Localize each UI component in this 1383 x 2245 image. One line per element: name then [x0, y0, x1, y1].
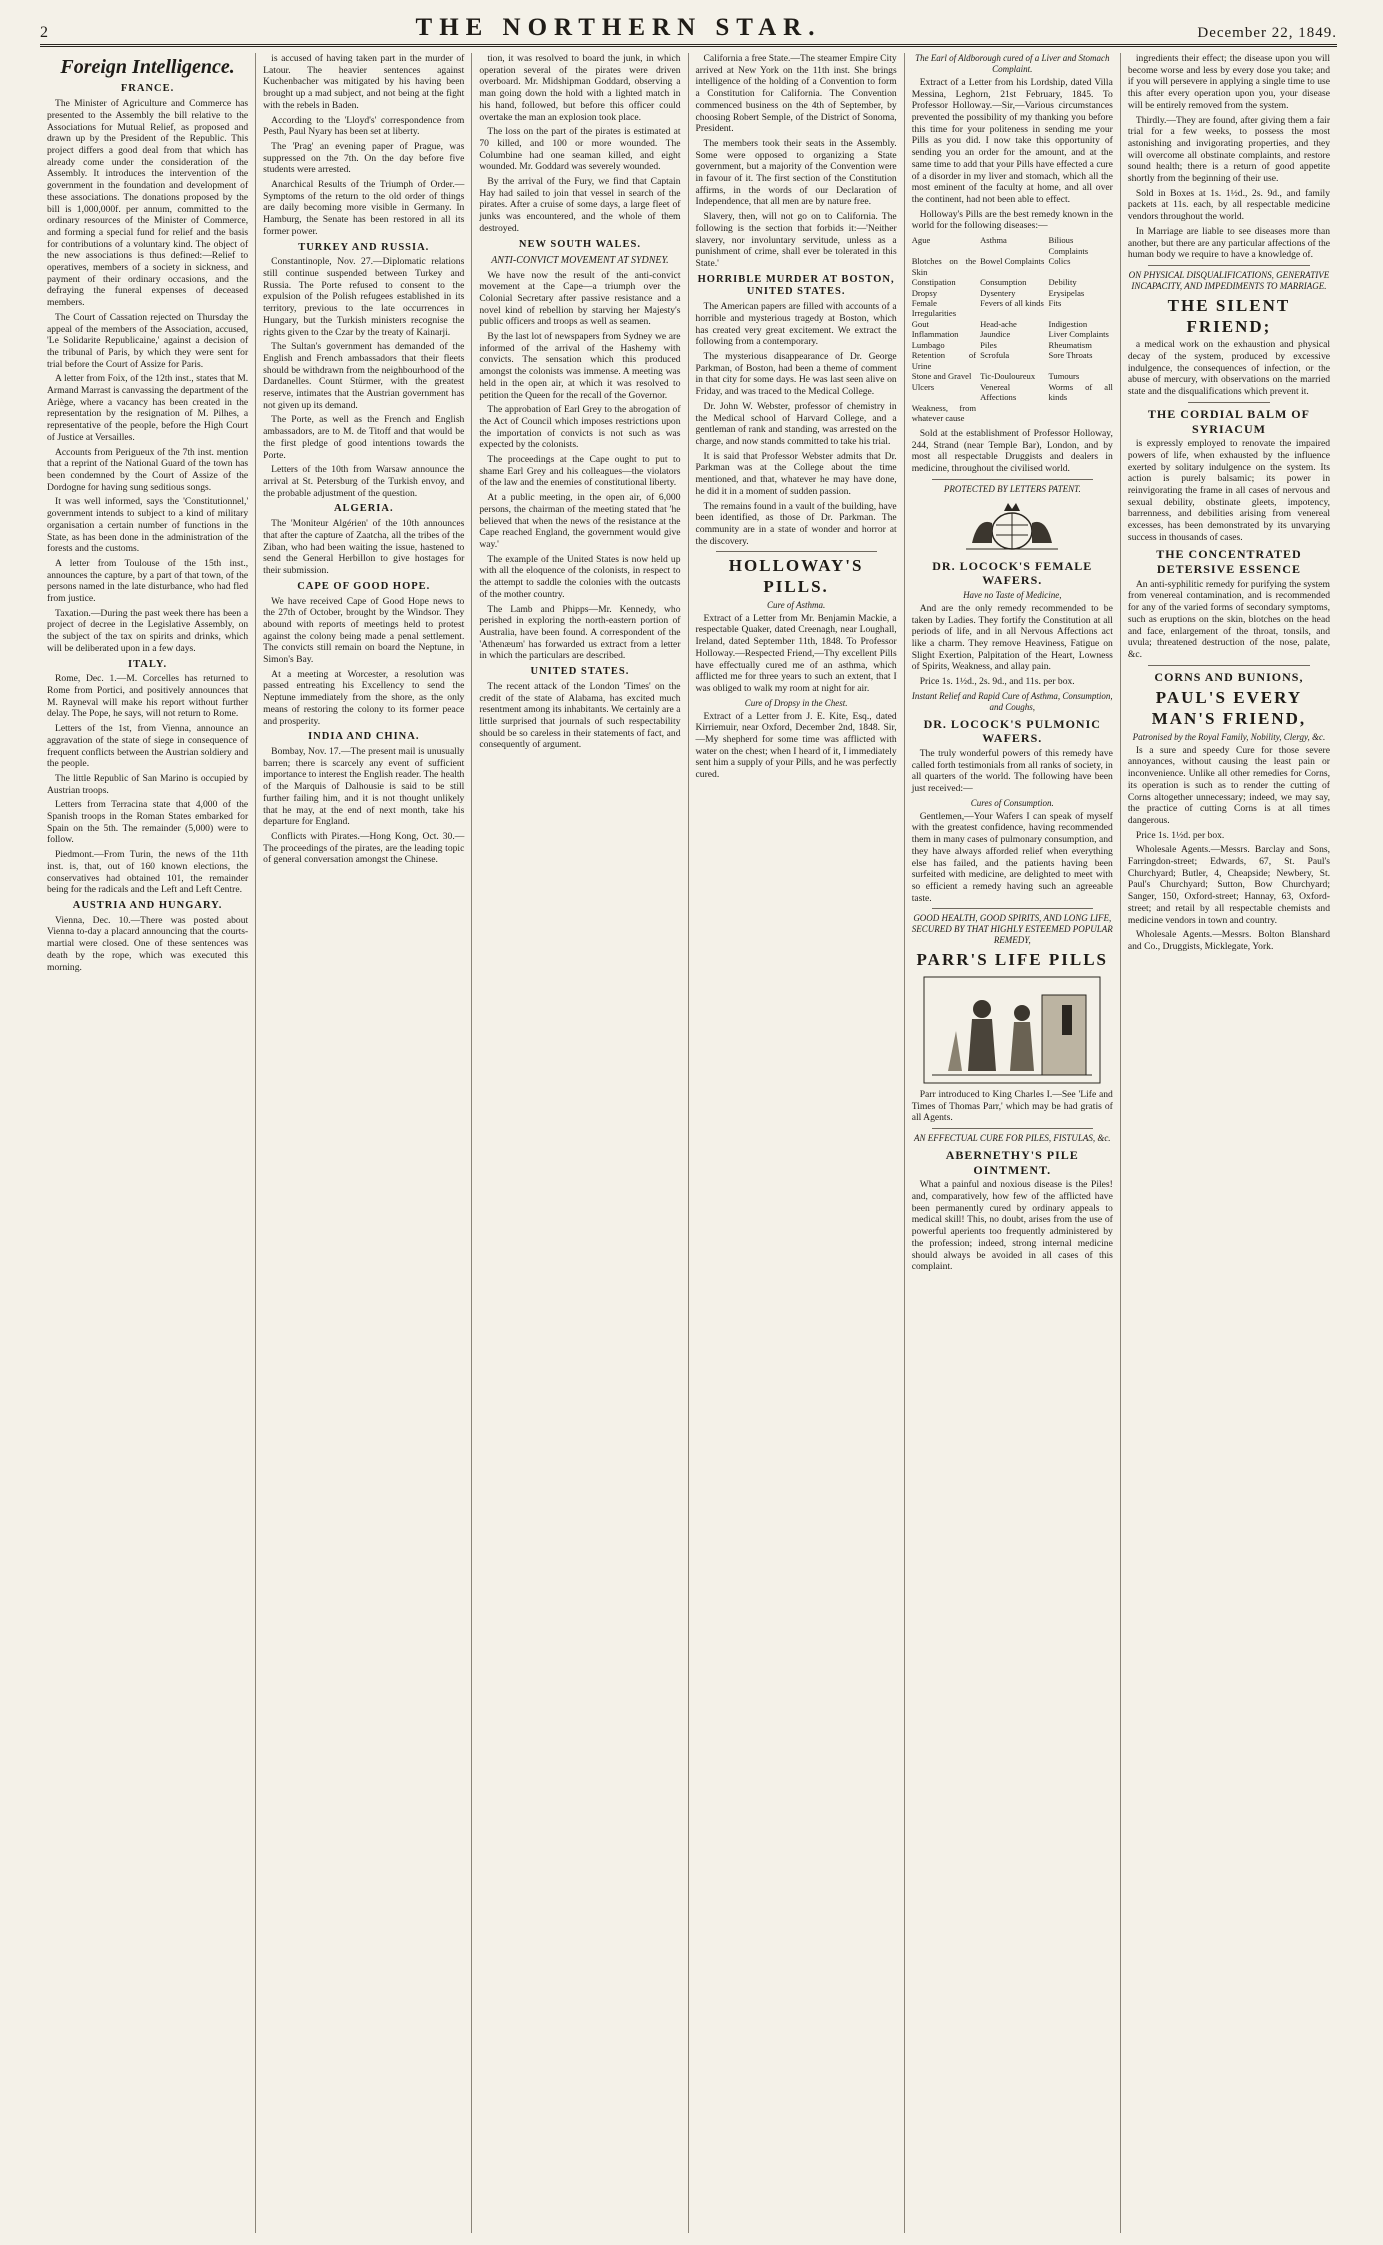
- heading-austria: AUSTRIA AND HUNGARY.: [72, 899, 223, 911]
- divider: [932, 479, 1093, 480]
- article-paragraph: A letter from Foix, of the 12th inst., states that M. Armand Marrast is canvassing the department of the Ariège, where a vacancy has been created in the representation by the resignation of M. Pilhes, a representative of the people, before the High Court of Justice at Versailles.: [47, 373, 249, 443]
- advert-text: Sold at the establishment of Professor Holloway, 244, Strand (near Temple Bar), London, and by most all respectable Druggists and dealers in medicine, throughout the civilised world.: [911, 427, 1113, 474]
- advert-text: The truly wonderful powers of this remedy have called forth testimonials from all ranks of society, in all quarters of the world. The following have been just received:—: [911, 747, 1113, 795]
- disease-list-item: Asthma: [980, 235, 1007, 246]
- article-paragraph: The loss on the part of the pirates is estimated at 70 killed, and 100 or more wounded. The Columbine had one seaman killed, and eight wounded. Mr. Goddard was severely wounded.: [479, 126, 681, 173]
- article-paragraph: California a free State.—The steamer Empire City arrived at New York on the 11th inst. She brings intelligence of the holding of a Convention to form a Constitution for California. The Convention commenced business on the 4th of September, by choosing Robert Semple, of the District of Sonoma, President.: [695, 53, 897, 135]
- royal-arms-illustration: [952, 499, 1072, 555]
- disease-list-item: Retention of Urine: [911, 350, 977, 371]
- disease-list-item: Female Irregularities: [911, 297, 957, 319]
- advert-footer: Wholesale Agents.—Messrs. Bolton Blanshard and Co., Druggists, Micklegate, York.: [1127, 929, 1331, 952]
- disease-list-item: Indigestion: [1048, 318, 1088, 329]
- disease-list-item: Stone and Gravel: [911, 371, 972, 382]
- disease-list-item: Fits: [1048, 297, 1062, 308]
- article-paragraph: By the arrival of the Fury, we find that Captain Hay had sailed to join that vessel in search of the pirates. After a cruise of some days, a large fleet of junks was encountered, and the whole of them destroyed.: [479, 176, 681, 234]
- advert-locock-title: DR. LOCOCK'S FEMALE WAFERS.: [932, 558, 1093, 588]
- article-paragraph: At a meeting at Worcester, a resolution was passed entreating his Excellency to send the Neptune immediately from the shore, as the only means of restoring the colony to its former peace and prosperity.: [263, 668, 465, 727]
- article-paragraph: The example of the United States is now held up with all the eloquence of the colonists, in respect to the attempt to saddle the colonies with the outcasts of the mother country.: [479, 553, 681, 600]
- article-paragraph: Accounts from Perigueux of the 7th inst. mention that a reprint of the National Guard of the town has been condemned by the Court of Assize of the Dordogne for having sung seditious songs.: [47, 446, 249, 493]
- article-paragraph: Rome, Dec. 1.—M. Corcelles has returned to Rome from Portici, and positively announces that M. Rayneval will make his report without further delay. The Pope, he says, will not return to Rome.: [47, 673, 249, 720]
- advert-text: An anti-syphilitic remedy for purifying the system from venereal contamination, and is recommended for any of the varied forms of secondary symptoms, such as eruptions on the skin, blotches on the head and face, enlargement of the throat, tonsils, and uvula; threatened destruction of the nose, palate, &c.: [1127, 578, 1331, 660]
- disease-list-item: Bilious Complaints: [1048, 235, 1089, 256]
- column-5: [905, 53, 1121, 2233]
- disease-list-item: Constipation: [911, 277, 956, 288]
- article-paragraph: The Sultan's government has demanded of the English and French ambassadors that their fleets should be withdrawn from the neighbourhood of the Dardanelles. Count Stürmer, with the greatest reserve, intimates that the Austrian government has not given up its demand.: [263, 341, 465, 411]
- advert-text: Sold in Boxes at 1s. 1½d., 2s. 9d., and family packets at 11s. each, by all respectable medicine vendors throughout the world.: [1127, 187, 1331, 223]
- advert-cordial-balm-title: THE CORDIAL BALM OF SYRIACUM: [1147, 406, 1310, 436]
- article-paragraph: The recent attack of the London 'Times' on the credit of the state of Alabama, has excited much resentment among its inhabitants. We certainly are a little surprised that journals of such respectability should be so careless in their statements of fact, and consequently of argument.: [479, 680, 681, 751]
- heading-boston-murder: HORRIBLE MURDER AT BOSTON, UNITED STATES.: [697, 273, 895, 298]
- advert-subtitle: ON PHYSICAL DISQUALIFICATIONS, GENERATIVE INCAPACITY, AND IMPEDIMENTS TO MARRIAGE.: [1128, 269, 1330, 291]
- advert-price: Price 1s. 1½d. per box.: [1135, 829, 1225, 841]
- advert-corns-heading: CORNS AND BUNIONS,: [1154, 669, 1304, 684]
- column-3: [472, 53, 688, 2233]
- disease-list-item: Venereal Affections: [980, 381, 1017, 403]
- advert-subtitle: Cures of Consumption.: [970, 797, 1054, 808]
- advert-pulmonic-title: DR. LOCOCK'S PULMONIC WAFERS.: [923, 716, 1101, 746]
- advert-text: Gentlemen,—Your Wafers I can speak of myself with the greatest confidence, having recommended them in many cases of pulmonary consumption, and they have always afforded relief when everything else has failed, and the patients having been surfeited with medicine, are delighted to meet with so efficient a remedy having such an agreeable taste.: [911, 810, 1113, 904]
- divider: [1148, 265, 1310, 266]
- advert-text: And are the only remedy recommended to be taken by Ladies. They fortify the Constitution at all periods of life, and in all Nervous Affections act like a charm. They remove Heaviness, Fatigue on Slight Exertion, Palpitation of the Heart, Lowness of Spirits, Weakness, and allay pain.: [911, 602, 1113, 673]
- column-4: [689, 53, 905, 2233]
- advert-text: In Marriage are liable to see diseases more than another, but there are any particular affections of the human body we require to have a knowledge of.: [1127, 225, 1331, 261]
- article-paragraph: At a public meeting, in the open air, of 6,000 persons, the chairman of the meeting stated that 'he believed that when the news of the resistance at the Cape reached England, the government would give way.': [479, 492, 681, 550]
- advert-text: ingredients their effect; the disease upon you will become worse and less by every dose you take; and if you will persevere in applying a single time to use this after every operation upon you, your disease will be entirely removed from the system.: [1127, 53, 1331, 111]
- heading-france: FRANCE.: [120, 83, 175, 95]
- article-paragraph: Vienna, Dec. 10.—There was posted about Vienna to-day a placard announcing that the courts-martial were closed. One of these sentences was death by the rope, which was executed this morning.: [47, 914, 249, 973]
- advert-holloway-title: HOLLOWAY'S PILLS.: [728, 556, 864, 597]
- advert-subtitle: Instant Relief and Rapid Cure of Asthma, Consumption, and Coughs,: [911, 690, 1113, 712]
- issue-date: December 22, 1849.: [1197, 25, 1337, 41]
- article-paragraph: Letters of the 1st, from Vienna, announce an aggravation of the state of siege in consequence of frequent conflicts between the Austrian soldiery and the people.: [47, 723, 249, 770]
- advert-price: Price 1s. 1½d., 2s. 9d., and 11s. per box.: [919, 676, 1075, 688]
- heading-italy: ITALY.: [127, 658, 168, 670]
- page-number: 2: [40, 24, 48, 41]
- article-paragraph: A letter from Toulouse of the 15th inst., announces the capture, by a part of that town, of the persons named in the late disturbance, who had fled from justice.: [47, 557, 249, 605]
- column-6: [1121, 53, 1337, 2233]
- disease-list-item: Gout: [911, 318, 929, 329]
- advert-text: Extract of a Letter from Mr. Benjamin Mackie, a respectable Quaker, dated Creenagh, near Loughall, Ireland, dated September 11th, 1848. To Professor Holloway.—Respected Friend,—Thy excellent Pills have effectually cured me of an asthma, which afflicted me for three years to such an extent, that I was obliged to walk my room at night for air.: [695, 612, 897, 694]
- disease-list-item: Erysipelas: [1048, 287, 1085, 298]
- advert-subtitle: AN EFFECTUAL CURE FOR PILES, FISTULAS, &c.: [913, 1133, 1111, 1144]
- disease-list-item: Scrofula: [980, 350, 1010, 361]
- advert-text: Extract of a Letter from his Lordship, dated Villa Messina, Leghorn, 21st February, 1845. To Professor Holloway.—Sir,—Various circumstances prevented the possibility of my thanking you before this time for your politeness in sending me your Pills as you did. I now take this opportunity of sending you an order for the amount, and at the same time to add that your Pills have effected a cure of a disorder in my liver and stomach, which all the most eminent of the faculty at home, and all over the continent, had not been able to effect.: [911, 76, 1113, 205]
- article-paragraph: Bombay, Nov. 17.—The present mail is unusually barren; there is scarcely any event of sufficient importance to interest the English reader. The health of the Marquis of Dalhousie is said to be still further failing him, and it is not thought unlikely that he may, at the end of next month, take his departure for England.: [263, 746, 465, 828]
- heading-new-south-wales: NEW SOUTH WALES.: [518, 238, 641, 250]
- article-paragraph: It is said that Professor Webster admits that Dr. Parkman was at the College about the time mentioned, and that, whatever he may have done, he did it in a moment of sudden passion.: [695, 450, 897, 497]
- disease-list-item: Rheumatism: [1048, 339, 1092, 350]
- disease-list-item: Tic-Douloureux: [980, 371, 1036, 382]
- advert-text: Is a sure and speedy Cure for those severe annoyances, without causing the least pain or inconvenience. Unlike all other remedies for Corns, its operation is such as to render the cutting of Corns altogether unnecessary; indeed, we may say, the practice of cutting Corns is at all times dangerous.: [1127, 744, 1331, 826]
- advert-text: Wholesale Agents.—Messrs. Barclay and Sons, Farringdon-street; Edwards, 67, St. Paul's Churchyard; Butler, 4, Cheapside; Newbery, St. Paul's Churchyard; Sutton, Bow Churchyard; Sanger, 150, Oxford-street; Hannay, 63, Oxford-street; and retail by all respectable chemists and medicine vendors in town and country.: [1127, 844, 1331, 926]
- article-paragraph: The proceedings at the Cape ought to put to shame Earl Grey and his colleagues—the violators of the law and the enemies of constitutional liberty.: [479, 454, 681, 489]
- disease-list: [912, 235, 1113, 424]
- article-paragraph: The Court of Cassation rejected on Thursday the appeal of the members of the Association, accused, 'Le Solidarite Republicaine,' against a decision of the tribunal of Paris, by which they were sent for trial before the Court of Assize for Paris.: [47, 311, 249, 370]
- article-paragraph: The Lamb and Phipps—Mr. Kennedy, who perished in exploring the north-eastern portion of Australia, have been found. A correspondent of the 'Athenæum' has forwarded us extract from a letter in which the particulars are described.: [479, 603, 681, 662]
- article-paragraph: The American papers are filled with accounts of a horrible and mysterious tragedy at Boston, which has created very great excitement. We extract the following from a contemporary.: [695, 301, 897, 348]
- advert-subtitle: The Earl of Aldborough cured of a Liver and Stomach Complaint.: [915, 53, 1110, 74]
- divider: [932, 1128, 1093, 1129]
- disease-list-item: Colics: [1048, 256, 1071, 267]
- article-paragraph: Dr. John W. Webster, professor of chemistry in the Medical school of Harvard College, and a gentleman of rank and standing, was arrested on the charge, and now stands committed to take his trial.: [695, 400, 897, 447]
- article-paragraph: Letters from Terracina state that 4,000 of the Spanish troops in the Roman States embarked for Spain on the 5th. The remainder (5,000) were to follow.: [47, 799, 249, 846]
- heading-turkey: TURKEY AND RUSSIA.: [298, 241, 430, 253]
- article-paragraph: By the last lot of newspapers from Sydney we are informed of the arrival of the Hashemy with convicts. The sensation which this produced amongst the colonists was immense. A meeting was held in the open air, at which it was resolved to petition the Queen for the recall of the Governor.: [479, 331, 681, 401]
- article-paragraph: The Porte, as well as the French and English ambassadors, are to M. de Titoff and that would be the first pledge of good intentions towards the Porte.: [263, 414, 465, 461]
- disease-list-item: Jaundice: [980, 329, 1011, 340]
- disease-list-item: Dysentery: [980, 287, 1016, 298]
- article-paragraph: is accused of having taken part in the murder of Latour. The heavier sentences against Kuchenbacher was mitigated by his having been brought up a mad subject, and not being at the fight with the rebels in Baden.: [263, 53, 465, 111]
- advert-text: Holloway's Pills are the best remedy known in the world for the following diseases:—: [911, 208, 1113, 232]
- disease-list-item: Fevers of all kinds: [980, 297, 1044, 308]
- disease-list-item: Blotches on the Skin: [911, 256, 977, 277]
- article-paragraph: The approbation of Earl Grey to the abrogation of the Act of Council which imposes restrictions upon the importation of convicts is not such as was expected by the colonists.: [479, 404, 681, 451]
- disease-list-item: Dropsy: [911, 287, 937, 298]
- article-paragraph: Conflicts with Pirates.—Hong Kong, Oct. 30.—The proceedings of the pirates, are the leading topic of general conversation amongst the Chinese.: [263, 830, 465, 866]
- advert-subtitle: Cure of Dropsy in the Chest.: [744, 697, 848, 708]
- article-paragraph: Constantinople, Nov. 27.—Diplomatic relations still continue suspended between Turkey and Russia. The Porte refused to consent to the expulsion of the Polish refugees established in its territory, previous to the late occurrences in Hungary, but the Turkish ministers recognise the rights given to the Czar by the treaty of Kainarji.: [263, 256, 465, 338]
- disease-list-item: Debility: [1048, 277, 1077, 288]
- disease-list-item: Ulcers: [911, 381, 935, 392]
- article-paragraph: The mysterious disappearance of Dr. George Parkman, of Boston, had been a theme of comment in that city for some days. He was last seen alive on Friday, and was traced to the Medical College.: [695, 351, 897, 398]
- disease-list-item: Liver Complaints: [1048, 329, 1109, 340]
- heading-united-states: UNITED STATES.: [530, 666, 630, 678]
- disease-list-item: Worms of all kinds: [1048, 381, 1113, 403]
- article-paragraph: Slavery, then, will not go on to California. The following is the section that forbids it:—'Neither slavery, nor involuntary servitude, unless as a punishment of crime, shall ever be tolerated in this State.': [695, 211, 897, 269]
- article-paragraph: The Minister of Agriculture and Commerce has presented to the Assembly the bill relative to the Associations for Mutual Relief, as proposed and drawn up by the President of the Republic. This project differs a good deal from that which has already come under the consideration of the Assembly. It introduces the intervention of the government in the foundation and development of these associations. The donations proposed by the bill is 1,000,000f. per annum, committed to the ordinary resources of the Minister of Commerce, and forming a special fund for relief and the basis for contributions of a voluntary kind. The object of the new associations is thus defined:—Relief to operatives, members of a society in sickness, and payment of their ordinary occasions, and the defraying the funeral expenses of deceased members.: [47, 98, 249, 309]
- article-paragraph: Taxation.—During the past week there has been a project of decree in the Legislative Assembly, on the subject of the tax on spirits and drinks, which will be deliberated upon in a few days.: [47, 607, 249, 654]
- disease-list-item: Inflammation: [911, 329, 959, 340]
- divider: [1188, 402, 1270, 403]
- article-paragraph: tion, it was resolved to board the junk, in which operation several of the pirates were driven overboard. Mr. Midshipman Goddard, observing a man going down the hold with a lighted match in his hand, followed, but before this officer could overtake the man an explosion took place.: [479, 53, 681, 123]
- section-title: Foreign Intelligence.: [60, 56, 235, 78]
- disease-list-item: Ague: [911, 235, 931, 246]
- article-paragraph: The little Republic of San Marino is occupied by Austrian troops.: [47, 772, 249, 796]
- heading-algeria: ALGERIA.: [333, 503, 394, 515]
- advert-text: Thirdly.—They are found, after giving them a fair trial for a few weeks, to possess the most astonishing and invigorating properties, and they will overcome all obstinate complaints, and restore sound health; there is a return of good appetite shortly from the beginning of their use.: [1127, 114, 1331, 185]
- article-paragraph: Letters of the 10th from Warsaw announce the arrival at St. Petersburg of the Turkish envoy, and the probable adjustment of the question.: [263, 464, 465, 499]
- masthead: [40, 12, 1337, 47]
- old-parr-illustration: [922, 975, 1102, 1085]
- disease-list-item: Lumbago: [911, 339, 945, 350]
- advert-text: Parr introduced to King Charles I.—See 'Life and Times of Thomas Parr,' which may be had gratis of all Agents.: [911, 1088, 1113, 1124]
- disease-list-item: Piles: [980, 339, 997, 350]
- patent-notice: PROTECTED BY LETTERS PATENT.: [943, 483, 1081, 494]
- newspaper-title: THE NORTHERN STAR.: [415, 14, 822, 41]
- advert-silent-friend-title: THE SILENT FRIEND;: [1167, 295, 1291, 336]
- advert-subtitle: Have no Taste of Medicine,: [963, 589, 1062, 600]
- disease-list-item: Tumours: [1048, 371, 1080, 382]
- disease-list-item: Head-ache: [980, 318, 1017, 329]
- heading-cape: CAPE OF GOOD HOPE.: [297, 580, 431, 592]
- advert-text: is expressly employed to renovate the impaired powers of life, when exhausted by the influence exerted by solitary indulgence on the system. Its action is purely balsamic; its power in reinvigorating the frame in all cases of nervous and sexual debility, obstinate gleets, impotency, barrenness, and debilities arising from venereal excesses, has been demonstrated by its unvarying success in thousands of cases.: [1127, 438, 1331, 543]
- advert-parr-title: PARR'S LIFE PILLS: [916, 950, 1108, 970]
- divider: [1148, 665, 1310, 666]
- subheading: ANTI-CONVICT MOVEMENT AT SYDNEY.: [491, 255, 669, 267]
- article-paragraph: Piedmont.—From Turin, the news of the 11th inst. is, that, out of 160 known elections, the conservatives had obtained 101, the remainder being for the radicals and the Left and Left Centre.: [47, 849, 249, 896]
- advert-subtitle: Cure of Asthma.: [766, 599, 826, 610]
- article-paragraph: We have received Cape of Good Hope news to the 27th of October, brought by the Windsor. They abound with reports of meetings held to protest against the colony being made a penal settlement. The convicts still remain on board the Neptune, in Simon's Bay.: [263, 595, 465, 666]
- advert-pile-title: ABERNETHY'S PILE OINTMENT.: [945, 1148, 1079, 1177]
- advert-text: What a painful and noxious disease is the Piles! and, comparatively, how few of the afflicted have been permanently cured by ordinary appeals to medical skill! This, no doubt, arises from the use of powerful aperients too frequently administered by the profession; indeed, strong internal medicine should always be avoided in all cases of this complaint.: [911, 1179, 1113, 1273]
- disease-list-item: Consumption: [980, 277, 1027, 288]
- column-2: [256, 53, 472, 2233]
- article-paragraph: We have now the result of the anti-convict movement at the Cape—a triumph over the Colonial Secretary after passive resistance and a novel kind of rebellion by starving her Majesty's public officers and troops as well as seamen.: [479, 269, 681, 328]
- article-paragraph: The remains found in a vault of the building, have been identified, as those of Dr. Parkman. The community are in a state of wonder and horror at the discovery.: [695, 500, 897, 547]
- heading-india: INDIA AND CHINA.: [308, 731, 420, 743]
- columns: [40, 53, 1337, 2233]
- article-paragraph: According to the 'Lloyd's' correspondence from Pesth, Paul Nyary has been set at liberty.: [263, 114, 465, 138]
- disease-list-item: Bowel Complaints: [980, 256, 1045, 267]
- disease-list-item: Sore Throats: [1048, 350, 1093, 361]
- advert-text: a medical work on the exhaustion and physical decay of the system, produced by excessive indulgence, the consequences of infection, or the abuse of mercury, with observations on the married state and the disqualifications which prevent it.: [1127, 339, 1331, 398]
- advert-text: Extract of a Letter from J. E. Kite, Esq., dated Kirriemuir, near Oxford, December 2nd, 1848. Sir,—My shepherd for some time was afflicted with water on the chest; when I heard of it, I immediately sent him a supply of your Pills, and he was perfectly cured.: [695, 710, 897, 781]
- advert-subtitle: GOOD HEALTH, GOOD SPIRITS, AND LONG LIFE, SECURED BY THAT HIGHLY ESTEEMED POPULAR REMEDY,: [911, 913, 1113, 946]
- article-paragraph: The 'Prag' an evening paper of Prague, was suppressed on the 7th. On the day before five students were arrested.: [263, 140, 465, 176]
- divider: [716, 551, 877, 552]
- divider: [932, 908, 1093, 909]
- advert-pauls-friend-title: PAUL'S EVERY MAN'S FRIEND,: [1151, 688, 1307, 728]
- article-paragraph: Anarchical Results of the Triumph of Order.—Symptoms of the return to the old order of things are daily becoming more visible in Germany. In Hamburg, the Senate has been restored in all its former power.: [263, 179, 465, 237]
- disease-list-item: Weakness, from whatever cause: [911, 402, 977, 424]
- article-paragraph: The members took their seats in the Assembly. Some were opposed to organizing a State government, but a majority of the Convention were in favour of it. The first section of the Constitution affirms, in the words of our Declaration of Independence, that all men are by nature free.: [695, 137, 897, 208]
- advert-subtitle: Patronised by the Royal Family, Nobility, Clergy, &c.: [1132, 731, 1326, 742]
- advert-essence-title: THE CONCENTRATED DETERSIVE ESSENCE: [1156, 547, 1302, 577]
- article-paragraph: The 'Moniteur Algérien' of the 10th announces that after the capture of Zaatcha, all the tribes of the Ziban, who had been waiting the issue, hastened to send the General Herbillon to give hostages for their submission.: [263, 518, 465, 577]
- column-1: [40, 53, 256, 2233]
- article-paragraph: It was well informed, says the 'Constitutionnel,' government intends to subject to a kind of military organisation a certain number of functions in the State, as has been done in the administration of the forests and the customs.: [47, 496, 249, 555]
